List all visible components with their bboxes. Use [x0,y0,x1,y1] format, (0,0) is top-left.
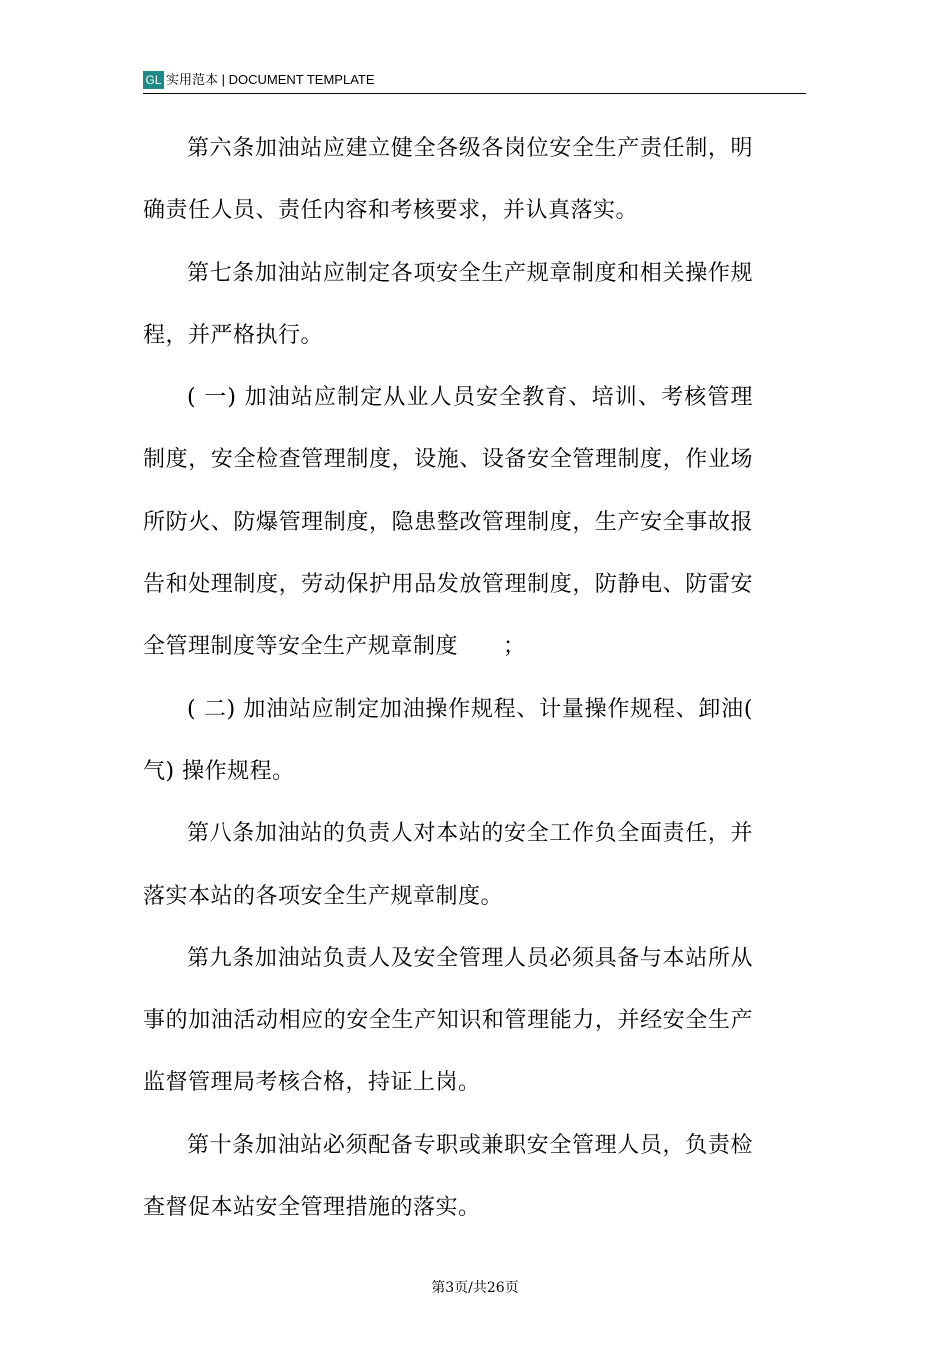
paragraph-item-2: ( 二) 加油站应制定加油操作规程、计量操作规程、卸油( 气) 操作规程。 [143,696,753,784]
paragraph-article-10: 第十条加油站必须配备专职或兼职安全管理人员，负责检查督促本站安全管理措施的落实。 [143,1132,753,1221]
paragraph-article-6: 第六条加油站应建立健全各级各岗位安全生产责任制，明确责任人员、责任内容和考核要求，并认真落实。 [143,136,753,224]
page-number: 第3页/共26页 [431,1280,519,1296]
gl-logo: GL [143,71,164,89]
page-header [143,70,806,94]
paragraph-article-9: 第九条加油站负责人及安全管理人员必须具备与本站所从事的加油活动相应的安全生产知识和管理能力，并经安全生产监督管理局考核合格，持证上岗。 [143,945,753,1096]
header-title: 实用范本 | DOCUMENT TEMPLATE [166,72,375,87]
paragraph-article-8: 第八条加油站的负责人对本站的安全工作负全面责任，并落实本站的各项安全生产规章制度。 [143,821,753,909]
paragraph-item-1: ( 一) 加油站应制定从业人员安全教育、培训、考核管理制度，安全检查管理制度，设施、设备安全管理制度，作业场所防火、防爆管理制度，隐患整改管理制度，生产安全事故报告和处理制度，劳动保护用品发放管理制度，防静电、防雷安全管理制度等安全生产规章制度 ； [143,385,753,660]
paragraph-article-7: 第七条加油站应制定各项安全生产规章制度和相关操作规程，并严格执行。 [143,260,753,348]
document-body [143,118,753,1239]
